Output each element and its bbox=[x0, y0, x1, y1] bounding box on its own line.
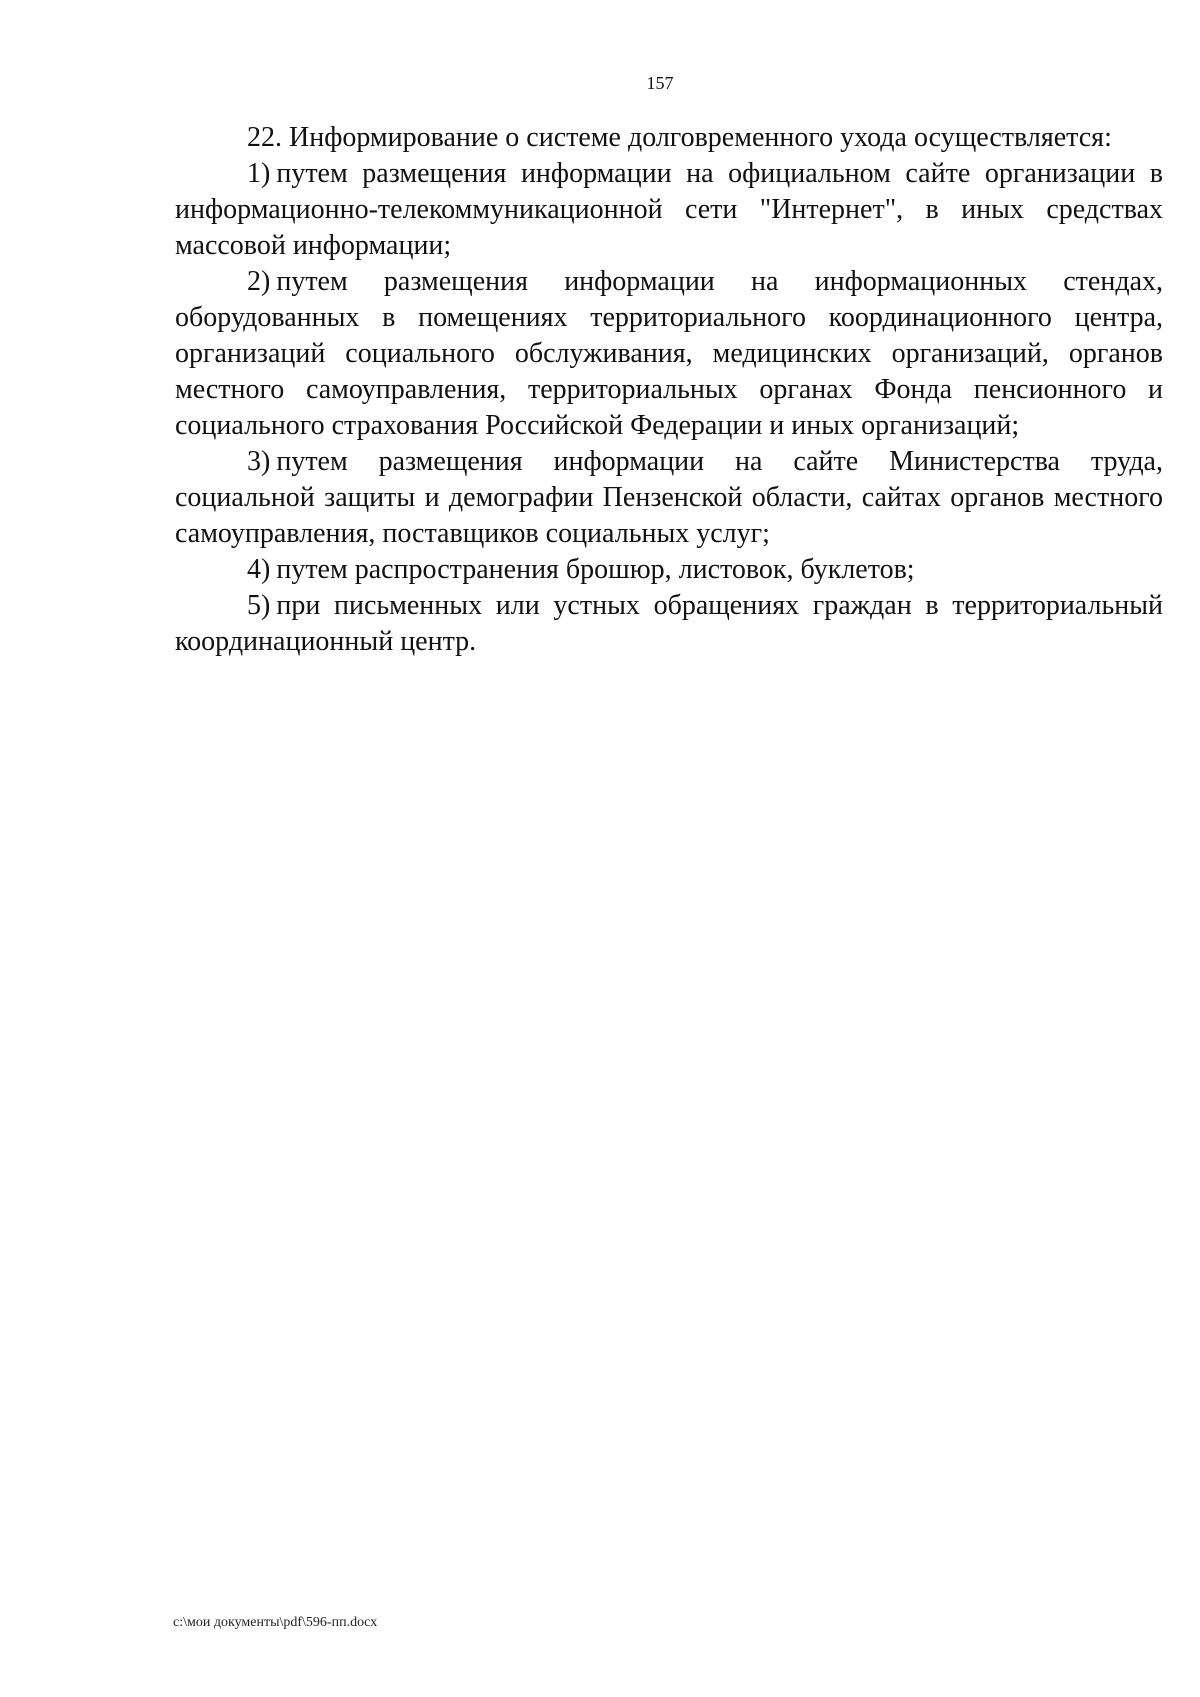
list-item-text: путем размещения информации на официальном сайте организации в информационно-телекоммуникационной сети "Интернет", в иных средствах массовой информации; bbox=[175, 158, 1163, 261]
document-body bbox=[175, 120, 1163, 660]
list-item bbox=[175, 444, 1163, 552]
list-item-number: 2) bbox=[247, 266, 271, 297]
list-item-number: 5) bbox=[247, 590, 271, 621]
list-item bbox=[175, 552, 1163, 588]
list-item-number: 4) bbox=[247, 554, 271, 585]
list-item bbox=[175, 588, 1163, 660]
list-item-text: путем размещения информации на сайте Министерства труда, социальной защиты и демографии Пензенской области, сайтах органов местного самоуправления, поставщиков социальных услуг; bbox=[175, 446, 1163, 549]
list-item bbox=[175, 264, 1163, 444]
list-item-text: при письменных или устных обращениях граждан в территориальный координационный центр. bbox=[175, 590, 1163, 657]
list-item-text: путем распространения брошюр, листовок, буклетов; bbox=[276, 554, 915, 585]
list-item-text: путем размещения информации на информационных стендах, оборудованных в помещениях территориального координационного центра, организаций социального обслуживания, медицинских организаций, органов местного самоуправления, территориальных органах Фонда пенсионного и социального страхования Российской Федерации и иных организаций; bbox=[175, 266, 1163, 441]
list-item-number: 1) bbox=[247, 158, 271, 189]
page-number: 157 bbox=[646, 73, 674, 93]
section-intro: 22. Информирование о системе долговременного ухода осуществляется: bbox=[247, 122, 1112, 153]
list-item bbox=[175, 156, 1163, 264]
footer-file-path: c:\мои документы\pdf\596-пп.docx bbox=[173, 1615, 378, 1630]
list-item-number: 3) bbox=[247, 446, 271, 477]
